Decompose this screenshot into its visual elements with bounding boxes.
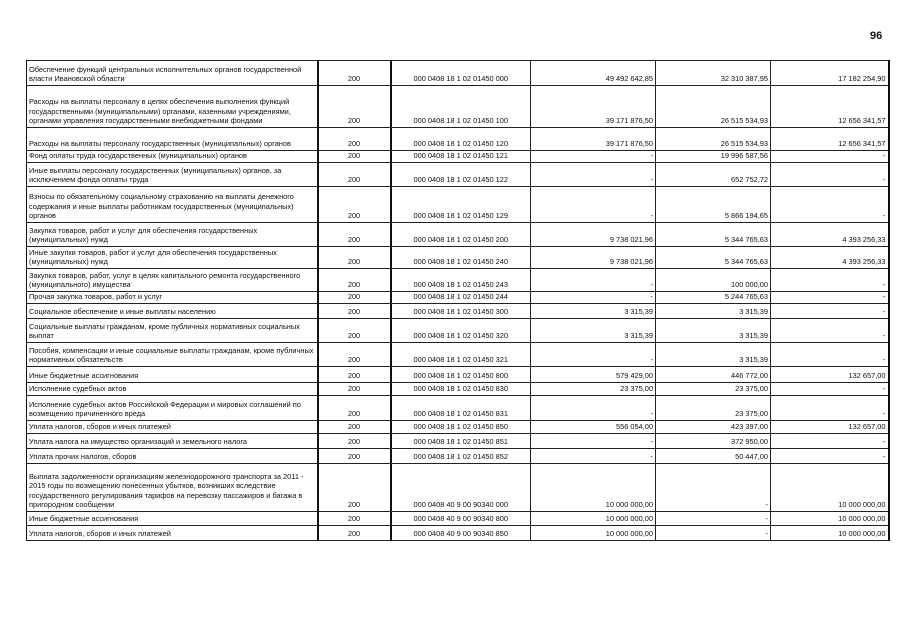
row-executed: 423 397,00: [656, 421, 771, 434]
table-row: [27, 128, 889, 151]
row-budget-code: 000 0408 18 1 02 01450 200: [391, 223, 531, 247]
row-unexecuted: -: [771, 292, 889, 304]
row-executed: 32 310 387,95: [656, 61, 771, 86]
row-unexecuted: -: [771, 434, 889, 449]
table-row: [27, 151, 889, 163]
row-approved: 9 738 021,96: [531, 223, 656, 247]
row-budget-code: 000 0408 18 1 02 01450 830: [391, 383, 531, 396]
table-row: [27, 449, 889, 464]
row-unexecuted: -: [771, 269, 889, 292]
row-name: Уплата прочих налогов, сборов: [27, 449, 318, 464]
row-approved: 10 000 000,00: [531, 526, 656, 541]
row-admin-code: 200: [318, 128, 391, 151]
row-name: Прочая закупка товаров, работ и услуг: [27, 292, 318, 304]
row-admin-code: 200: [318, 383, 391, 396]
table-row: [27, 163, 889, 187]
table-row: [27, 223, 889, 247]
row-name: Пособия, компенсации и иные социальные выплаты гражданам, кроме публичных нормативных обязательств: [27, 343, 318, 367]
row-admin-code: 200: [318, 223, 391, 247]
row-approved: 39 171 876,50: [531, 86, 656, 128]
row-admin-code: 200: [318, 421, 391, 434]
row-unexecuted: 10 000 000,00: [771, 512, 889, 526]
row-budget-code: 000 0408 18 1 02 01450 852: [391, 449, 531, 464]
row-admin-code: 200: [318, 163, 391, 187]
row-unexecuted: -: [771, 449, 889, 464]
budget-table: [26, 60, 890, 541]
row-executed: 23 375,00: [656, 383, 771, 396]
row-executed: 5 344 765,63: [656, 247, 771, 269]
row-admin-code: 200: [318, 304, 391, 319]
row-budget-code: 000 0408 18 1 02 01450 800: [391, 367, 531, 383]
row-executed: 446 772,00: [656, 367, 771, 383]
row-admin-code: 200: [318, 269, 391, 292]
row-unexecuted: -: [771, 151, 889, 163]
table-row: [27, 526, 889, 541]
row-unexecuted: 12 656 341,57: [771, 128, 889, 151]
table-row: [27, 396, 889, 421]
page-number: 96: [870, 30, 883, 42]
row-name: Уплата налогов, сборов и иных платежей: [27, 526, 318, 541]
table-row: [27, 269, 889, 292]
row-name: Исполнение судебных актов: [27, 383, 318, 396]
row-budget-code: 000 0408 18 1 02 01450 244: [391, 292, 531, 304]
row-budget-code: 000 0408 40 9 00 90340 850: [391, 526, 531, 541]
row-executed: 652 752,72: [656, 163, 771, 187]
row-approved: 3 315,39: [531, 319, 656, 343]
table-row: [27, 61, 889, 86]
table-row: [27, 421, 889, 434]
row-name: Иные закупки товаров, работ и услуг для обеспечения государственных (муниципальных) нужд: [27, 247, 318, 269]
row-approved: -: [531, 292, 656, 304]
row-executed: 3 315,39: [656, 343, 771, 367]
table-row: [27, 187, 889, 223]
row-approved: 23 375,00: [531, 383, 656, 396]
row-name: Исполнение судебных актов Российской Федерации и мировых соглашений по возмещению причиненного вреда: [27, 396, 318, 421]
row-approved: -: [531, 449, 656, 464]
row-approved: 49 492 642,85: [531, 61, 656, 86]
row-unexecuted: -: [771, 304, 889, 319]
table-row: [27, 434, 889, 449]
row-approved: -: [531, 269, 656, 292]
row-approved: 3 315,39: [531, 304, 656, 319]
row-name: Расходы на выплаты персоналу государственных (муниципальных) органов: [27, 128, 318, 151]
row-budget-code: 000 0408 40 9 00 90340 000: [391, 464, 531, 512]
row-unexecuted: 132 657,00: [771, 421, 889, 434]
row-admin-code: 200: [318, 151, 391, 163]
row-name: Взносы по обязательному социальному страхованию на выплаты денежного содержания и иные выплаты работникам государственных (муниципальных) органов: [27, 187, 318, 223]
row-admin-code: 200: [318, 434, 391, 449]
row-name: Социальные выплаты гражданам, кроме публичных нормативных социальных выплат: [27, 319, 318, 343]
row-unexecuted: -: [771, 163, 889, 187]
table-row: [27, 367, 889, 383]
row-executed: 50 447,00: [656, 449, 771, 464]
row-admin-code: 200: [318, 86, 391, 128]
row-admin-code: 200: [318, 526, 391, 541]
row-admin-code: 200: [318, 449, 391, 464]
row-executed: -: [656, 526, 771, 541]
row-budget-code: 000 0408 18 1 02 01450 000: [391, 61, 531, 86]
table-row: [27, 383, 889, 396]
row-executed: 100 000,00: [656, 269, 771, 292]
row-name: Фонд оплаты труда государственных (муниципальных) органов: [27, 151, 318, 163]
row-unexecuted: -: [771, 343, 889, 367]
row-executed: 372 950,00: [656, 434, 771, 449]
row-budget-code: 000 0408 18 1 02 01450 129: [391, 187, 531, 223]
row-budget-code: 000 0408 18 1 02 01450 300: [391, 304, 531, 319]
row-executed: -: [656, 512, 771, 526]
row-admin-code: 200: [318, 512, 391, 526]
row-approved: 39 171 876,50: [531, 128, 656, 151]
row-budget-code: 000 0408 18 1 02 01450 100: [391, 86, 531, 128]
row-name: Иные выплаты персоналу государственных (муниципальных) органов, за исключением фонда оплаты труда: [27, 163, 318, 187]
row-executed: 26 515 534,93: [656, 86, 771, 128]
row-budget-code: 000 0408 18 1 02 01450 122: [391, 163, 531, 187]
row-executed: 5 344 765,63: [656, 223, 771, 247]
row-approved: 9 738 021,96: [531, 247, 656, 269]
row-unexecuted: 10 000 000,00: [771, 464, 889, 512]
row-approved: -: [531, 343, 656, 367]
row-name: Закупка товаров, работ и услуг для обеспечения государственных (муниципальных) нужд: [27, 223, 318, 247]
row-admin-code: 200: [318, 187, 391, 223]
row-approved: 556 054,00: [531, 421, 656, 434]
row-name: Иные бюджетные ассигнования: [27, 367, 318, 383]
row-budget-code: 000 0408 18 1 02 01450 240: [391, 247, 531, 269]
row-name: Социальное обеспечение и иные выплаты населению: [27, 304, 318, 319]
row-admin-code: 200: [318, 464, 391, 512]
row-admin-code: 200: [318, 367, 391, 383]
row-admin-code: 200: [318, 292, 391, 304]
row-executed: 5 866 194,65: [656, 187, 771, 223]
row-unexecuted: 4 393 256,33: [771, 247, 889, 269]
row-approved: -: [531, 396, 656, 421]
row-approved: -: [531, 163, 656, 187]
row-unexecuted: 132 657,00: [771, 367, 889, 383]
table-row: [27, 319, 889, 343]
table-row: [27, 304, 889, 319]
row-executed: 3 315,39: [656, 304, 771, 319]
row-name: Обеспечение функций центральных исполнительных органов государственной власти Ивановской области: [27, 61, 318, 86]
row-unexecuted: 17 182 254,90: [771, 61, 889, 86]
row-name: Выплата задолженности организациям железнодорожного транспорта за 2011 - 2015 годы по возмещению понесенных убытков, возникших вследствие государственного регулирования тарифов на перевозку пассажиров и багажа в пригородном сообщении: [27, 464, 318, 512]
row-executed: 5 244 765,63: [656, 292, 771, 304]
row-admin-code: 200: [318, 247, 391, 269]
row-admin-code: 200: [318, 343, 391, 367]
table-row: [27, 247, 889, 269]
row-name: Иные бюджетные ассигнования: [27, 512, 318, 526]
row-unexecuted: 12 656 341,57: [771, 86, 889, 128]
row-budget-code: 000 0408 18 1 02 01450 243: [391, 269, 531, 292]
row-approved: -: [531, 187, 656, 223]
row-executed: 23 375,00: [656, 396, 771, 421]
row-unexecuted: -: [771, 319, 889, 343]
table-row: [27, 464, 889, 512]
row-executed: 26 515 534,93: [656, 128, 771, 151]
row-unexecuted: -: [771, 396, 889, 421]
row-budget-code: 000 0408 18 1 02 01450 851: [391, 434, 531, 449]
row-unexecuted: 10 000 000,00: [771, 526, 889, 541]
row-approved: 10 000 000,00: [531, 464, 656, 512]
row-admin-code: 200: [318, 319, 391, 343]
row-unexecuted: 4 393 256,33: [771, 223, 889, 247]
row-name: Уплата налога на имущество организаций и земельного налога: [27, 434, 318, 449]
row-budget-code: 000 0408 18 1 02 01450 320: [391, 319, 531, 343]
row-executed: 3 315,39: [656, 319, 771, 343]
table-row: [27, 343, 889, 367]
row-unexecuted: -: [771, 187, 889, 223]
row-budget-code: 000 0408 18 1 02 01450 850: [391, 421, 531, 434]
row-name: Уплата налогов, сборов и иных платежей: [27, 421, 318, 434]
row-budget-code: 000 0408 18 1 02 01450 321: [391, 343, 531, 367]
table-row: [27, 86, 889, 128]
row-budget-code: 000 0408 18 1 02 01450 831: [391, 396, 531, 421]
row-approved: -: [531, 151, 656, 163]
row-admin-code: 200: [318, 61, 391, 86]
row-approved: -: [531, 434, 656, 449]
row-budget-code: 000 0408 18 1 02 01450 121: [391, 151, 531, 163]
row-approved: 579 429,00: [531, 367, 656, 383]
row-executed: -: [656, 464, 771, 512]
row-name: Расходы на выплаты персоналу в целях обеспечения выполнения функций государственными (муниципальными) органами, казенными учреждениями, органами управления государственными внебюджетными фондами: [27, 86, 318, 128]
row-unexecuted: -: [771, 383, 889, 396]
row-name: Закупка товаров, работ, услуг в целях капитального ремонта государственного (муниципального) имущества: [27, 269, 318, 292]
row-budget-code: 000 0408 40 9 00 90340 800: [391, 512, 531, 526]
table-row: [27, 512, 889, 526]
table-row: [27, 292, 889, 304]
row-approved: 10 000 000,00: [531, 512, 656, 526]
row-admin-code: 200: [318, 396, 391, 421]
row-budget-code: 000 0408 18 1 02 01450 120: [391, 128, 531, 151]
row-executed: 19 996 587,56: [656, 151, 771, 163]
